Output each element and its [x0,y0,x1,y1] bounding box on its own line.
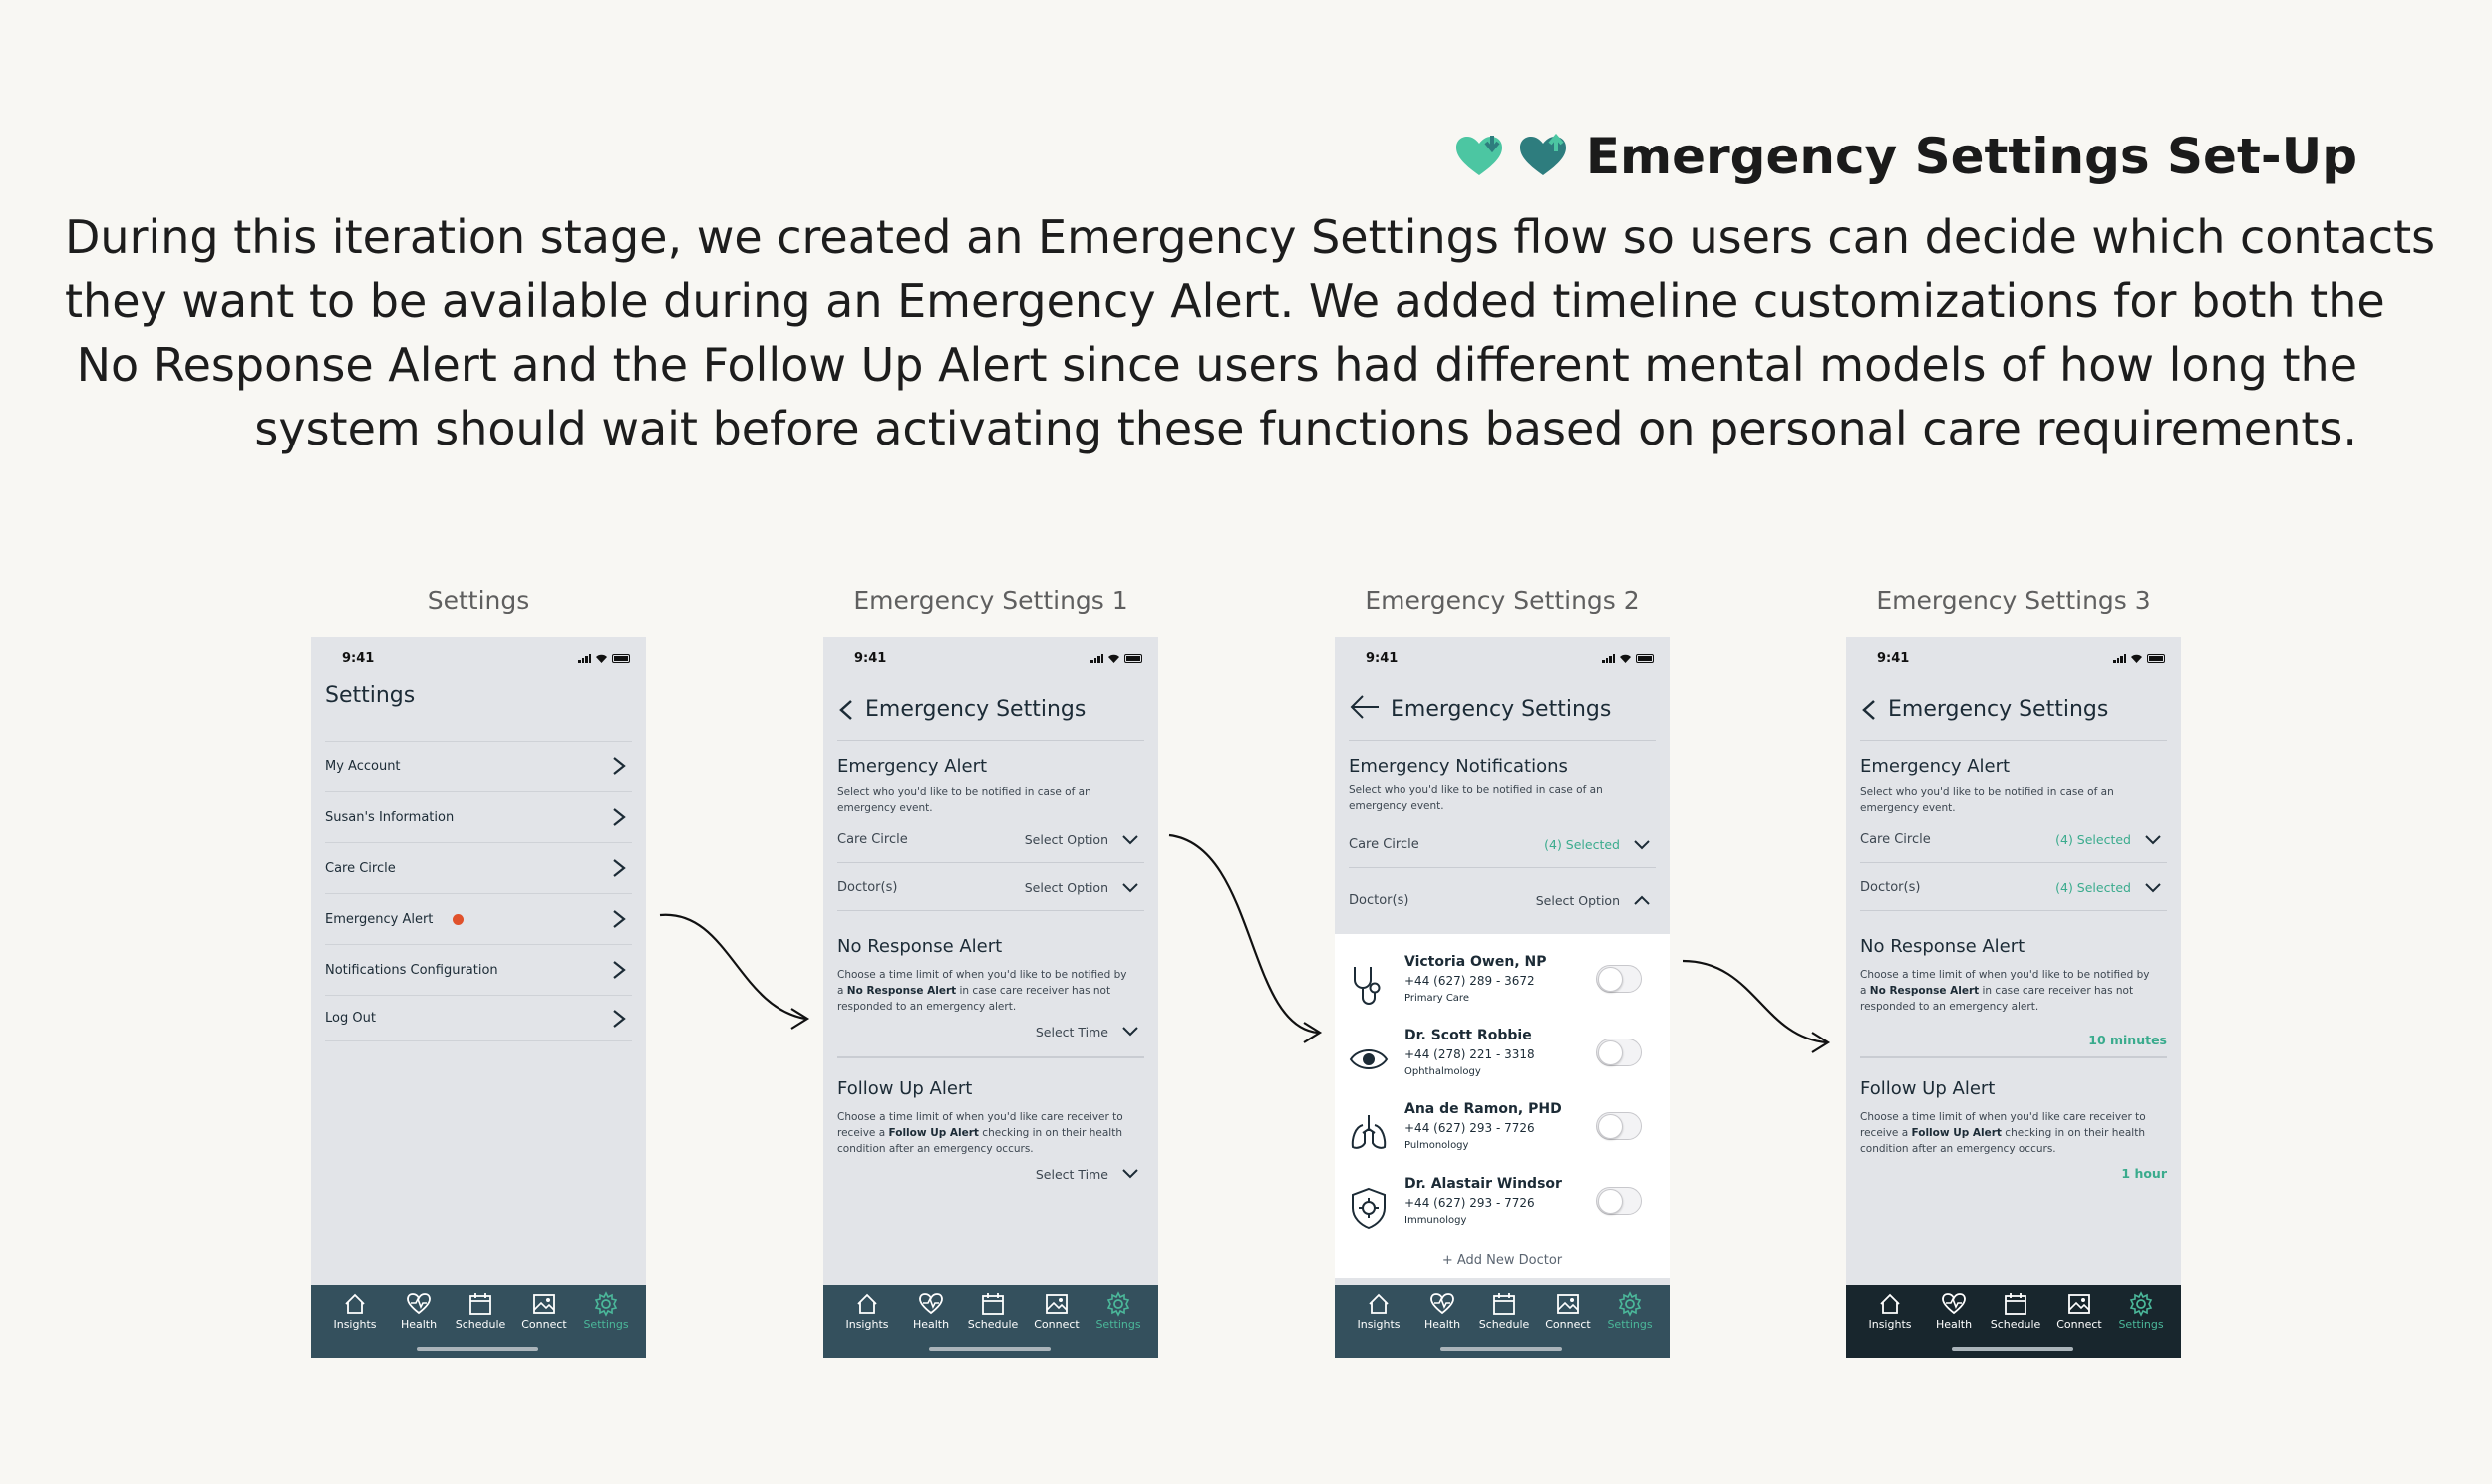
page-description [65,205,2436,460]
status-icons [1602,653,1654,663]
selected-count: (4) Selected [1544,837,1620,852]
tab-label: Health [400,1318,438,1331]
back-chevron-icon[interactable] [837,699,855,721]
menu-item-emergency-alert[interactable] [325,894,632,945]
tab-schedule[interactable] [1474,1291,1534,1331]
flow-arrow [1683,961,1826,1042]
doctor-item [1335,954,1670,1024]
tab-health[interactable] [389,1291,449,1331]
doctor-specialty: Pulmonology [1404,1140,1469,1151]
chevron-right-icon [612,756,626,776]
care-circle-select[interactable] [837,817,1144,863]
wifi-icon [1619,653,1632,663]
desc-bold: No Response Alert [1869,985,1980,997]
tab-label: Insights [845,1318,889,1331]
doctors-select[interactable] [1860,865,2167,911]
doctor-name: Dr. Scott Robbie [1404,1028,1532,1043]
shield-virus-icon [1349,1186,1389,1230]
home-indicator [417,1347,538,1351]
heart-up-icon [1518,134,1568,179]
doctors-label: Doctor(s) [1860,880,1921,895]
calendar-icon [1491,1291,1517,1317]
wifi-icon [2130,653,2143,663]
doctors-label: Doctor(s) [837,880,898,895]
screen-header [1860,697,2167,741]
status-time: 9:41 [1877,651,1910,666]
status-icons [2113,653,2165,663]
flow-arrowhead [791,1009,807,1029]
desc-text: checking in on their health condition after an emergency occurs. [1860,1127,2145,1155]
status-time: 9:41 [854,651,887,666]
tab-connect[interactable] [1027,1291,1087,1331]
tab-insights[interactable] [1860,1291,1920,1331]
no-response-alert-description [1860,967,2159,1015]
heart-pulse-icon [1429,1291,1455,1317]
heart-pulse-icon [918,1291,944,1317]
chevron-down-icon [1122,1169,1138,1179]
doctor-item [1335,1028,1670,1097]
menu-item-text: Emergency Alert [325,911,434,927]
select-time-text: Select Time [1035,1024,1108,1039]
follow-up-time-select[interactable] [837,1151,1144,1197]
emergency-settings-3-screen [1846,637,2181,1358]
tab-label: Schedule [1990,1318,2041,1331]
chevron-right-icon [612,1009,626,1029]
care-circle-value [1544,837,1656,852]
tab-label: Settings [583,1318,629,1331]
tab-label: Insights [333,1318,377,1331]
chevron-right-icon [612,909,626,929]
tab-label: Settings [1607,1318,1653,1331]
doctor-list [1335,934,1670,1278]
doctor-toggle[interactable] [1596,965,1642,993]
select-option-text: Select Option [1024,880,1108,895]
desc-text: Choose a time limit of when you'd like to be notified by a [1860,969,2150,997]
tab-label: Connect [1034,1318,1080,1331]
tab-label: Insights [1357,1318,1401,1331]
chevron-up-icon [1634,895,1650,905]
menu-item-label [325,912,464,927]
screen-header [1349,693,1656,741]
desc-bold: Follow Up Alert [1911,1127,2002,1139]
care-circle-label: Care Circle [837,832,908,847]
doctor-phone: +44 (627) 289 - 3672 [1404,974,1535,988]
home-icon [1366,1291,1392,1317]
chevron-right-icon [612,858,626,878]
no-response-alert-title: No Response Alert [837,936,1003,957]
home-icon [854,1291,880,1317]
screen-header [837,697,1144,741]
calendar-icon [2003,1291,2028,1317]
calendar-icon [467,1291,493,1317]
screen-caption: Emergency Settings 3 [1876,586,2151,615]
tab-label: Health [912,1318,950,1331]
screen-title: Emergency Settings [1391,697,1612,722]
tab-settings[interactable] [1089,1291,1148,1331]
selected-count: (4) Selected [2055,832,2131,847]
battery-icon [1124,654,1142,663]
follow-up-alert-description [1860,1109,2159,1157]
flow-arrowhead [1812,1033,1828,1052]
calendar-icon [980,1291,1006,1317]
chevron-down-icon [1122,1027,1138,1037]
battery-icon [1636,654,1654,663]
status-icons [578,653,630,663]
select-time [1036,1167,1144,1182]
tab-bar [1335,1285,1670,1358]
doctor-specialty: Primary Care [1404,993,1469,1004]
doctor-specialty: Ophthalmology [1404,1066,1481,1077]
select-time [1036,1025,1144,1039]
heart-pulse-icon [406,1291,432,1317]
tab-bar [311,1285,646,1358]
doctors-select[interactable] [837,865,1144,911]
chevron-down-icon [1634,840,1650,850]
home-icon [1877,1291,1903,1317]
doctor-toggle[interactable] [1596,1187,1642,1215]
divider [837,1056,1144,1058]
menu-item-label: Susan's Information [325,809,455,825]
tab-connect[interactable] [1538,1291,1598,1331]
tab-health[interactable] [1412,1291,1472,1331]
battery-icon [612,654,630,663]
emergency-settings-1-screen [823,637,1158,1358]
wifi-icon [595,653,608,663]
tab-label: Schedule [967,1318,1019,1331]
alert-dot-icon [453,914,464,925]
menu-item-label: Log Out [325,1011,376,1026]
doctors-value [1025,880,1144,895]
signal-icon [578,654,591,663]
heart-down-icon [1454,134,1504,179]
gear-icon [2128,1291,2154,1317]
tab-schedule[interactable] [451,1291,510,1331]
emergency-alert-description: Select who you'd like to be notified in case of an emergency event. [837,786,1091,814]
no-response-alert-description [837,967,1136,1015]
doctor-toggle[interactable] [1596,1112,1642,1140]
status-time: 9:41 [1366,651,1399,666]
desc-text: in case care receiver has not responded to an emergency alert. [1860,985,2134,1013]
heart-pulse-icon [1941,1291,1967,1317]
add-new-doctor-link[interactable]: + Add New Doctor [1441,1253,1563,1268]
emergency-alert-title: Emergency Alert [1860,756,2011,777]
tab-bar [1846,1285,2181,1358]
no-response-alert-title: No Response Alert [1860,936,2025,957]
tab-connect[interactable] [2049,1291,2109,1331]
menu-item-susans-information[interactable] [325,792,632,843]
image-icon [2066,1291,2092,1317]
emergency-settings-2-screen [1335,637,1670,1358]
description-line: No Response Alert and the Follow Up Alert since users had different mental models of how long the [76,338,2357,392]
screen-title: Emergency Settings [865,697,1087,722]
follow-up-alert-title: Follow Up Alert [837,1078,973,1099]
home-indicator [1440,1347,1562,1351]
chevron-down-icon [1122,835,1138,845]
flow-arrow [660,915,805,1019]
settings-screen [311,637,646,1358]
chevron-down-icon [2145,883,2161,893]
page-title: Emergency Settings Set-Up [1585,128,2357,185]
image-icon [531,1291,557,1317]
screen-caption: Emergency Settings 1 [853,586,1128,615]
signal-icon [2113,654,2126,663]
wifi-icon [1107,653,1120,663]
tab-health[interactable] [901,1291,961,1331]
doctor-phone: +44 (278) 221 - 3318 [1404,1047,1535,1061]
tab-settings[interactable] [2111,1291,2171,1331]
tab-label: Health [1935,1318,1973,1331]
status-bar [823,651,1158,669]
doctor-name: Ana de Ramon, PHD [1404,1101,1562,1117]
description-line: system should wait before activating these functions based on personal care requirements. [254,402,2357,455]
screen-caption: Settings [427,586,530,615]
emergency-notifications-description: Select who you'd like to be notified in case of an emergency event. [1349,784,1603,812]
doctor-specialty: Immunology [1404,1215,1467,1226]
gear-icon [1105,1291,1131,1317]
chevron-down-icon [2145,835,2161,845]
select-option-text: Select Option [1024,832,1108,847]
doctor-phone: +44 (627) 293 - 7726 [1404,1196,1535,1210]
home-indicator [929,1347,1051,1351]
home-icon [342,1291,368,1317]
doctor-item [1335,1101,1670,1171]
chevron-right-icon [612,807,626,827]
emergency-notifications-title: Emergency Notifications [1349,756,1568,777]
tab-bar [823,1285,1158,1358]
care-circle-label: Care Circle [1349,837,1419,852]
tab-label: Schedule [455,1318,506,1331]
follow-up-alert-title: Follow Up Alert [1860,1078,1996,1099]
signal-icon [1602,654,1615,663]
care-circle-select[interactable] [1860,817,2167,863]
desc-text: checking in on their health condition after an emergency occurs. [837,1127,1122,1155]
tab-label: Connect [2056,1318,2102,1331]
desc-text: Choose a time limit of when you'd like to be notified by a [837,969,1127,997]
screen-title: Emergency Settings [1888,697,2109,722]
desc-text: in case care receiver has not responded to an emergency alert. [837,985,1111,1013]
follow-up-alert-description [837,1109,1136,1157]
image-icon [1044,1291,1070,1317]
follow-up-time-value[interactable]: 1 hour [2121,1166,2167,1181]
tab-insights[interactable] [325,1291,385,1331]
screen-caption: Emergency Settings 2 [1365,586,1640,615]
doctor-toggle[interactable] [1596,1039,1642,1066]
menu-item-label: Notifications Configuration [325,962,498,978]
tab-settings[interactable] [1600,1291,1660,1331]
selected-count: (4) Selected [2055,880,2131,895]
tab-label: Settings [1095,1318,1141,1331]
stethoscope-icon [1349,964,1389,1008]
menu-item-label: Care Circle [325,860,396,876]
tab-schedule[interactable] [1986,1291,2045,1331]
battery-icon [2147,654,2165,663]
tab-label: Settings [2118,1318,2164,1331]
status-icons [1090,653,1142,663]
tab-label: Insights [1868,1318,1912,1331]
select-option-text: Select Option [1535,892,1620,908]
menu-item-log-out[interactable] [325,996,632,1041]
doctors-select[interactable] [1349,877,1656,923]
divider [1860,1056,2167,1058]
doctor-name: Victoria Owen, NP [1404,954,1547,970]
tab-label: Health [1423,1318,1461,1331]
care-circle-label: Care Circle [1860,832,1931,847]
flow-arrowhead [1304,1023,1320,1042]
tab-connect[interactable] [514,1291,574,1331]
tab-label: Connect [1545,1318,1591,1331]
care-circle-value [2055,832,2167,847]
care-circle-value [1025,832,1144,847]
page-header [1454,128,2357,185]
chevron-down-icon [1122,883,1138,893]
description-line: they want to be available during an Emergency Alert. We added timeline customizations for both the [65,274,2385,328]
tab-label: Schedule [1478,1318,1530,1331]
screen-title: Settings [325,683,416,708]
back-chevron-icon[interactable] [1860,699,1878,721]
tab-schedule[interactable] [963,1291,1023,1331]
home-indicator [1952,1347,2073,1351]
chevron-right-icon [612,960,626,980]
menu-item-label: My Account [325,758,401,774]
menu-item-notifications-configuration[interactable] [325,945,632,996]
desc-bold: Follow Up Alert [888,1127,979,1139]
back-arrow-icon[interactable] [1349,693,1381,721]
tab-health[interactable] [1924,1291,1984,1331]
image-icon [1555,1291,1581,1317]
signal-icon [1090,654,1103,663]
select-time-text: Select Time [1035,1166,1108,1182]
tab-label: Connect [521,1318,567,1331]
emergency-alert-description: Select who you'd like to be notified in case of an emergency event. [1860,786,2114,814]
menu-item-my-account[interactable] [325,742,632,792]
description-line: During this iteration stage, we created an Emergency Settings flow so users can decide which contacts [65,210,2436,264]
doctors-value [2055,880,2167,895]
doctors-value [1536,893,1656,908]
desc-text: Choose a time limit of when you'd like care receiver to receive a [1860,1111,2146,1139]
eye-icon [1349,1038,1389,1081]
doctor-item [1335,1176,1670,1246]
gear-icon [1617,1291,1643,1317]
no-response-time-select[interactable] [837,1009,1144,1054]
emergency-alert-title: Emergency Alert [837,756,988,777]
doctor-phone: +44 (627) 293 - 7726 [1404,1121,1535,1135]
status-bar [1846,651,2181,669]
lungs-icon [1349,1111,1389,1155]
menu-item-care-circle[interactable] [325,843,632,894]
tab-settings[interactable] [576,1291,636,1331]
status-bar [1335,651,1670,669]
doctors-label: Doctor(s) [1349,892,1409,908]
status-bar [311,651,646,669]
desc-bold: No Response Alert [846,985,957,997]
doctor-name: Dr. Alastair Windsor [1404,1176,1562,1192]
no-response-time-value[interactable]: 10 minutes [2088,1033,2167,1047]
tab-insights[interactable] [837,1291,897,1331]
desc-text: Choose a time limit of when you'd like care receiver to receive a [837,1111,1123,1139]
flow-arrow [1169,835,1318,1033]
care-circle-select[interactable] [1349,822,1656,868]
gear-icon [593,1291,619,1317]
tab-insights[interactable] [1349,1291,1408,1331]
settings-menu [325,741,632,1041]
heart-icons [1454,134,1568,179]
status-time: 9:41 [342,651,375,666]
